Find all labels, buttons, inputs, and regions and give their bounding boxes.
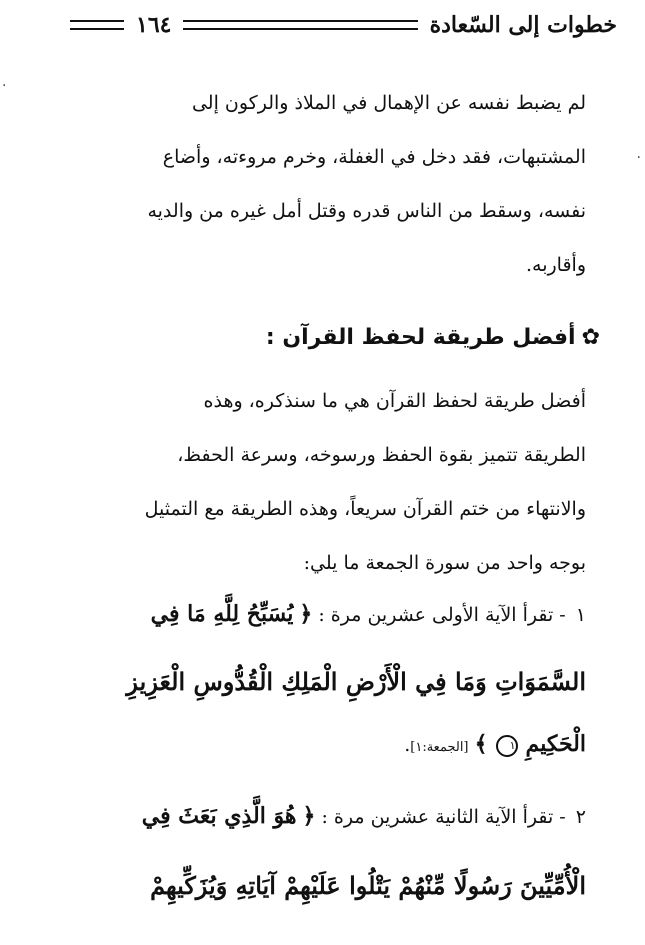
verse-line: الْأُمِّيِّينَ رَسُولًا مِّنْهُمْ يَتْلُوا عَلَيْهِمْ آيَاتِهِ وَيُزَكِّيهِمْ (150, 871, 586, 900)
verse-open-bracket: ﴿ (302, 803, 316, 829)
section-heading-text: أفضل طريقة لحفظ القرآن : (265, 325, 576, 350)
list-item-2 (66, 790, 586, 843)
text-line: وأقاربه. (525, 254, 586, 276)
verse-close-bracket: ﴾ (474, 731, 488, 757)
flower-icon: ✿ (581, 325, 600, 350)
scan-speck: · (636, 150, 641, 166)
trailing-punctuation: . (404, 734, 411, 756)
page-number: ١٦٤ (136, 12, 172, 38)
running-header (64, 8, 617, 42)
scan-speck: · (2, 78, 7, 94)
verse-text-end: الْحَكِيمِ (525, 731, 586, 757)
verse-line: السَّمَوَاتِ وَمَا فِي الْأَرْضِ الْمَلِكِ الْقُدُّوسِ الْعَزِيزِ (126, 667, 586, 696)
header-rule (183, 20, 417, 30)
text-line: المشتبهات، فقد دخل في الغفلة، وخرم مروءته، وأضاع (162, 146, 586, 168)
text-line: نفسه، وسقط من الناس قدره وقتل أمل غيره من والديه (147, 200, 586, 222)
item-instruction: - تقرأ الآية الأولى عشرين مرة : (318, 604, 566, 626)
book-title: خطوات إلى السّعادة (429, 12, 617, 38)
verse-text-start: يُسَبِّحُ لِلَّهِ مَا فِي (150, 601, 294, 627)
header-rule-end (70, 20, 124, 30)
ayah-number-icon: ١ (496, 735, 518, 757)
list-item-1 (66, 588, 586, 641)
surah-citation: [الجمعة:١] (410, 740, 469, 755)
item-number: ١ (575, 604, 586, 626)
section-paragraph (66, 374, 586, 590)
text-line: أفضل طريقة لحفظ القرآن هي ما سنذكره، وهذه (203, 390, 586, 412)
verse-text-start: هُوَ الَّذِي بَعَثَ فِي (141, 803, 297, 829)
section-heading (66, 318, 600, 358)
item-instruction: - تقرأ الآية الثانية عشرين مرة : (321, 806, 566, 828)
text-line: بوجه واحد من سورة الجمعة ما يلي: (303, 552, 586, 574)
text-line: لم يضبط نفسه عن الإهمال في الملاذ والركون إلى (191, 92, 586, 114)
item-number: ٢ (575, 806, 586, 828)
text-line: والانتهاء من ختم القرآن سريعاً، وهذه الطريقة مع التمثيل (144, 498, 586, 520)
text-line: الطريقة تتميز بقوة الحفظ ورسوخه، وسرعة الحفظ، (177, 444, 586, 466)
verse-open-bracket: ﴿ (299, 601, 313, 627)
intro-paragraph (66, 76, 586, 292)
verse-ending (66, 718, 586, 774)
